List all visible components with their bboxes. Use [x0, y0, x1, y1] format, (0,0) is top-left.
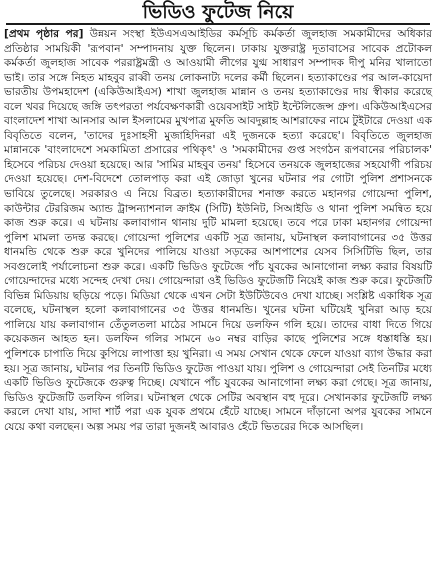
article-body [4, 27, 432, 434]
headline-rule [6, 23, 430, 25]
article-text: উন্নয়ন সংস্থা ইউএসএআইডির কর্মসূচি কর্মকর্তা জুলহাজ সমকামীদের অধিকার প্রতিষ্ঠার সাময়িকী 'রূপবান' সম্পাদনায় যুক্ত ছিলেন। ঢাকায় যুক্তরাষ্ট্র দূতাবাসের সাবেক প্রটোকল কর্মকর্তা জুলহাজ সাবেক পররাষ্ট্রমন্ত্রী ও আওয়ামী লীগের যুগ্ম সাধারণ সম্পাদক দীপু মনির খালাতো ভাই। তার সঙ্গে নিহত মাহবুব রাব্বী তনয় লোকনাট্য দলের কর্মী ছিলেন। হত্যাকাণ্ডের পর আল-কায়েদা ভারতীয় উপমহাদেশ (একিউআইএস) শাখা জুলহাজ মান্নান ও তনয় হত্যাকাণ্ডের দায় স্বীকার করেছে বলে খবর দিয়েছে জঙ্গি তৎপরতা পর্যবেক্ষণকারী ওয়েবসাইট সাইট ইন্টেলিজেন্স গ্রুপ। একিউআইএসের বাংলাদেশ শাখা আনসার আল ইসলামের মুখপাত্র মুফতি আবদুল্লাহ আশরাফের নামে টুইটারে দেওয়া এক বিবৃতিতে বলেন, 'তাদের দুঃসাহসী মুজাহিদিনরা এই দুজনকে হত্যা করেছে'। বিবৃতিতে জুলহাজ মান্নানকে 'বাংলাদেশে সমকামিতা প্রসারের পথিকৃৎ' ও 'সমকামীদের গুপ্ত সংগঠন রূপবানের পরিচালক' হিসেবে পরিচয় দেওয়া হয়েছে। আর 'সামির মাহবুব তনয়' হিসেবে তনয়কে জুলহাজের সহযোগী পরিচয় দেওয়া হয়েছে। দেশ-বিদেশে তোলপাড় করা এই জোড়া খুনের ঘটনার পর গোটা পুলিশ প্রশাসনকে ভাবিয়ে তুলেছে। সরকারও এ নিয়ে বিব্রত। হত্যাকারীদের শনাক্ত করতে মহানগর গোয়েন্দা পুলিশ, কাউন্টার টেররিজম অ্যান্ড ট্রান্সন্যাশনাল ক্রাইম (সিটি) ইউনিট, সিআইডি ও থানা পুলিশ সমন্বিত হয়ে কাজ শুরু করে। এ ঘটনায় কলাবাগান থানায় দুটি মামলা হয়েছে। তবে পরে ঢাকা মহানগর গোয়েন্দা পুলিশ মামলা তদন্ত করছে। গোয়েন্দা পুলিশের একটি সূত্র জানায়, ঘটনাস্থল কলাবাগানের ৩৫ উত্তর ধানমন্ডি থেকে শুরু করে খুনিদের পালিয়ে যাওয়া সড়কের আশপাশের যেসব সিসিটিভি ছিল, তার সবগুলোই পর্যালোচনা শুরু করে। একটি ভিডিও ফুটেজে পাঁচ যুবকের আনাগোনা লক্ষ্য করার বিষয়টি গোয়েন্দাদের মধ্যে সন্দেহ দেখা দেয়। গোয়েন্দারা ওই ভিডিও ফুটেজটি নিয়েই কাজ শুরু করে। ফুটেজটি বিভিন্ন মিডিয়ায় ছড়িয়ে পড়ে। মিডিয়া থেকে এখন সেটা ইউটিউবেও দেখা যাচ্ছে। সংশ্লিষ্ট একাধিক সূত্র বলেছে, ঘটনাস্থল হলো কলাবাগানের ৩৫ উত্তর ধানমন্ডি। খুনের ঘটনা ঘটিয়েই খুনিরা আড় হয়ে পালিয়ে যায় কলাবাগান তেঁতুলতলা মাঠের সামনে দিয়ে ডলফিন গলি হয়ে। তাদের বাধা দিতে গিয়ে কয়েকজন আহত হন। ডলফিন গলির সামনে ৬০ নম্বর বাড়ির কাছে পুলিশের সঙ্গে ধস্তাধস্তি হয়। পুলিশকে চাপাতি দিয়ে কুপিয়ে লাপাত্তা হয় খুনিরা। এ সময় সেখান থেকে ফেলে যাওয়া ব্যাগ উদ্ধার করা হয়। সূত্র জানায়, ঘটনার পর তিনটি ভিডিও ফুটেজ পাওয়া যায়। পুলিশ ও গোয়েন্দারা সেই তিনটির মধ্যে একটি ভিডিও ফুটেজকে গুরুত্ব দিচ্ছে। যেখানে পাঁচ যুবকের আনাগোনা লক্ষ্য করা গেছে। সূত্র জানায়, ভিডিও ফুটেজটি ডলফিন গলির। ঘটনাস্থল থেকে সেটির অবস্থান বহু দূরে। সেখানকার ফুটেজটি লক্ষ্য করলে দেখা যায়, সাদা শার্ট পরা এক যুবক প্রথমে হেঁটে যাচ্ছে। সামনে দাঁড়ানো অপর যুবকের সামনে যেয়ে কথা বলছেন। অল্প সময় পর তারা দুজনই আবারও হেঁটে ভিতরের দিকে আসছিল। [4, 28, 432, 433]
headline: ভিডিও ফুটেজ নিয়ে [142, 1, 294, 23]
headline-container [4, 0, 432, 23]
continuation-label: [প্রথম পৃষ্ঠার পর] [4, 28, 84, 40]
